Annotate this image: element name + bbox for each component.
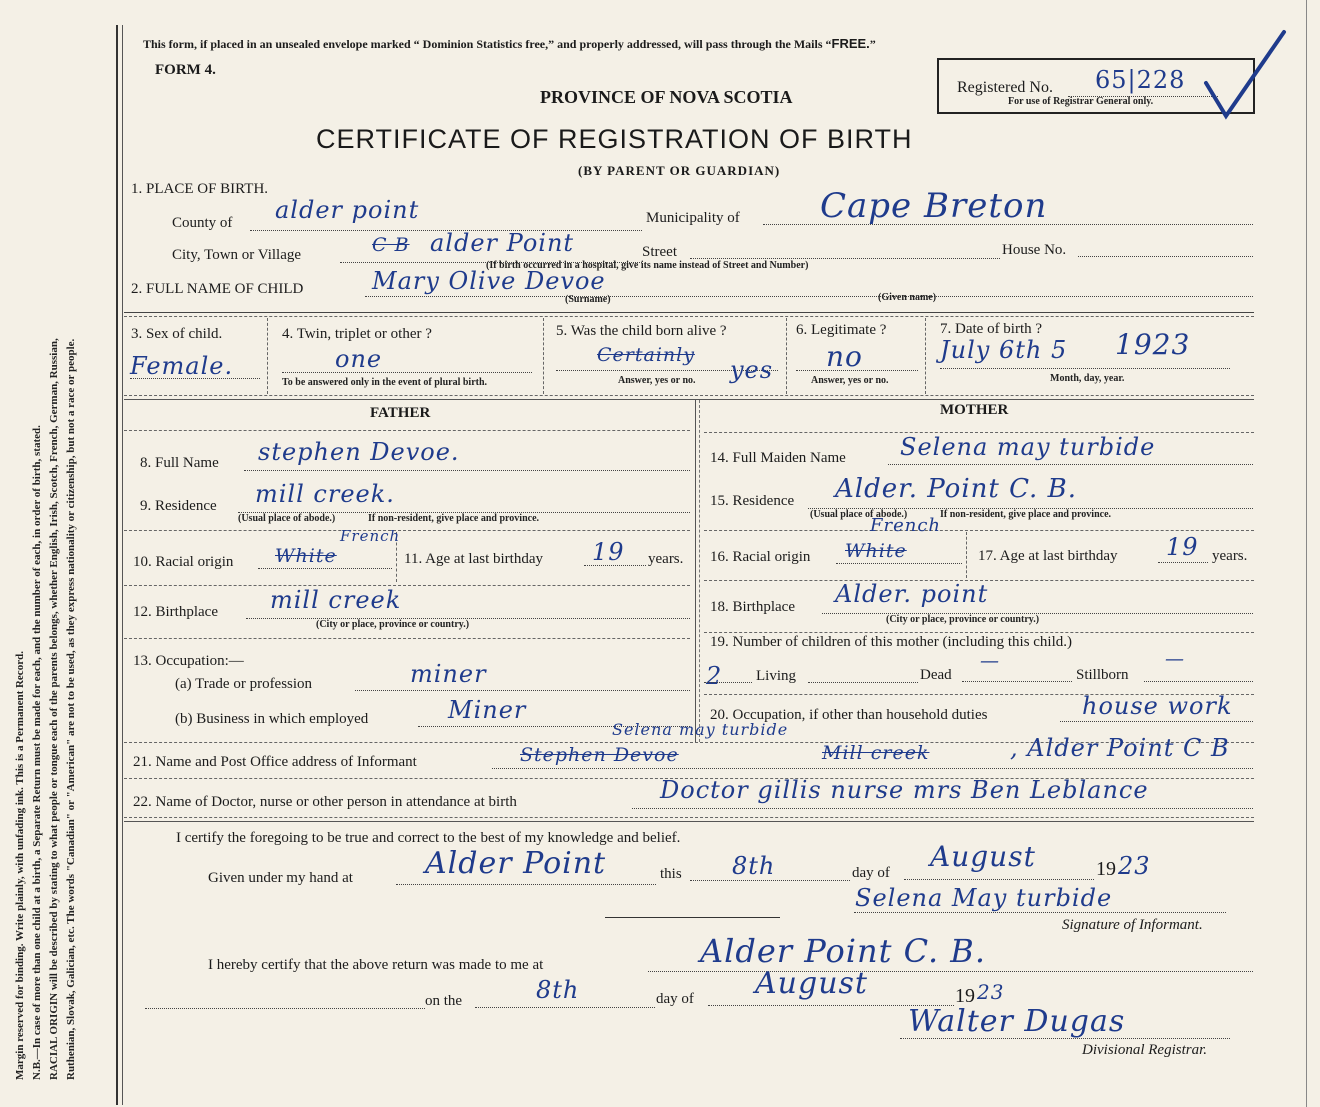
place-of-birth-heading: 1. PLACE OF BIRTH. (131, 181, 269, 197)
father-age-label: 11. Age at last birthday (404, 551, 543, 567)
municipality-label: Municipality of (646, 210, 740, 226)
mother-occupation-value: house work (1082, 692, 1233, 720)
city-value: alder Point (430, 229, 575, 257)
mother-occupation-label: 20. Occupation, if other than household duties (710, 707, 988, 723)
certificate-subtitle: (BY PARENT OR GUARDIAN) (578, 163, 781, 178)
father-race-struck: White (275, 545, 337, 567)
mother-children-label: 19. Number of children of this mother (including this child.) (710, 634, 1073, 650)
hospital-note: (If birth occurred in a hospital, give its name instead of Street and Number) (486, 260, 809, 271)
mother-residence-label: 15. Residence (710, 493, 795, 509)
sex-label: 3. Sex of child. (131, 326, 223, 342)
dob-label: 7. Date of birth ? (940, 321, 1043, 337)
alive-note: Answer, yes or no. (618, 375, 696, 386)
father-business-value: Miner (448, 696, 527, 724)
registered-note: For use of Registrar General only. (1008, 96, 1154, 107)
given-place: Alder Point (425, 846, 607, 881)
dob-year: 1923 (1115, 328, 1191, 361)
living-label: Living (756, 668, 796, 684)
father-birthplace-value: mill creek (270, 586, 402, 614)
mother-race-value: French (870, 515, 942, 536)
certificate-title: CERTIFICATE OF REGISTRATION OF BIRTH (316, 124, 913, 154)
form-number: FORM 4. (155, 62, 216, 78)
given-under-label: Given under my hand at (208, 870, 353, 886)
registrar-place: Alder Point C. B. (700, 932, 986, 970)
mother-children-value: 2 (706, 662, 723, 690)
margin-line-4: Ruthenian, Slovak, Galician, etc. The words "Canadian" or "American" are not to be used, as they express nationality or citizenship, but not a race or people. (65, 338, 77, 1080)
registrar-year: 23 (977, 980, 1005, 1004)
registrar-signature: Walter Dugas (908, 1004, 1126, 1039)
mother-birthplace-label: 18. Birthplace (710, 599, 795, 615)
margin-instructions (12, 30, 122, 1080)
given-name-note: (Given name) (878, 292, 937, 303)
father-birthplace-note: (City or place, province or country.) (316, 619, 470, 630)
rule-top-grid (124, 312, 1254, 313)
father-residence-note-a: (Usual place of abode.) (238, 513, 336, 524)
certify-month: August (930, 840, 1036, 873)
mother-age-label: 17. Age at last birthday (978, 548, 1118, 564)
father-residence-note-b: If non-resident, give place and province. (368, 513, 540, 524)
mother-age-unit: years. (1212, 548, 1248, 564)
legitimate-note: Answer, yes or no. (811, 375, 889, 386)
father-birthplace-label: 12. Birthplace (133, 604, 218, 620)
mother-residence-note-b: If non-resident, give place and province. (940, 509, 1112, 520)
alive-struck: Certainly (597, 344, 695, 366)
certify-day: 8th (732, 852, 776, 880)
father-race-label: 10. Racial origin (133, 554, 234, 570)
mother-race-label: 16. Racial origin (710, 549, 811, 565)
alive-label: 5. Was the child born alive ? (556, 323, 727, 339)
father-heading: FATHER (370, 405, 431, 421)
county-value: alder point (275, 196, 420, 224)
registrar-month: August (755, 966, 868, 1001)
mother-birthplace-value: Alder. point (835, 580, 989, 608)
father-residence-label: 9. Residence (140, 498, 217, 514)
twin-label: 4. Twin, triplet or other ? (282, 326, 432, 342)
father-business-label: (b) Business in which employed (175, 711, 369, 727)
father-name-value: stephen Devoe. (258, 438, 460, 466)
surname-note: (Surname) (565, 294, 611, 305)
city-label: City, Town or Village (172, 247, 302, 263)
father-occupation-label: 13. Occupation:— (133, 653, 244, 669)
father-age-unit: years. (648, 551, 684, 567)
certify-statement: I certify the foregoing to be true and correct to the best of my knowledge and belief. (176, 830, 681, 846)
city-struck: C B (372, 234, 410, 256)
mother-name-label: 14. Full Maiden Name (710, 450, 846, 466)
attendant-label: 22. Name of Doctor, nurse or other person in attendance at birth (133, 794, 517, 810)
registered-number: 65|228 (1095, 66, 1186, 94)
mother-residence-value: Alder. Point C. B. (835, 474, 1077, 504)
province-heading: PROVINCE OF NOVA SCOTIA (540, 87, 793, 107)
check-mark-icon (1200, 28, 1290, 123)
margin-rule-inner (122, 25, 123, 1105)
dead-label: Dead (920, 667, 952, 683)
dob-value: July 6th 5 (940, 336, 1068, 364)
registrar-on-label: on the (425, 993, 463, 1009)
mother-age-value: 19 (1166, 533, 1199, 561)
registrar-statement: I hereby certify that the above return was made to me at (208, 957, 544, 973)
margin-rule (116, 25, 118, 1105)
registered-label: Registered No. (957, 79, 1053, 96)
mail-note: This form, if placed in an unsealed envelope marked “ Dominion Statistics free,” and properly addressed, will pass through the Mails “FREE.” (143, 36, 876, 51)
father-race-value: French (340, 527, 401, 545)
registrar-year-prefix: 19 (955, 985, 975, 1007)
informant-address: , Alder Point C B (1010, 734, 1230, 762)
dead-value: — (980, 650, 1000, 672)
father-trade-value: miner (410, 660, 487, 688)
attendant-value: Doctor gillis nurse mrs Ben Leblance (660, 776, 1149, 804)
mother-name-value: Selena may turbide (900, 433, 1156, 461)
mother-heading: MOTHER (940, 402, 1009, 418)
street-label: Street (642, 244, 677, 260)
informant-signature: Selena May turbide (855, 884, 1113, 912)
child-name-value: Mary Olive Devoe (372, 267, 606, 295)
twin-value: one (335, 345, 383, 373)
signature-label: Signature of Informant. (1062, 917, 1203, 933)
certify-year: 23 (1118, 852, 1151, 880)
margin-line-3: RACIAL ORIGIN will be described by stating to what people or tongue each of the parents belongs, whether English, Irish, Scotch, French, German, Russian, (48, 338, 60, 1080)
column-divider (695, 400, 696, 742)
certify-year-prefix: 19 (1096, 858, 1116, 880)
child-name-label: 2. FULL NAME OF CHILD (131, 281, 304, 297)
right-edge-rule (1306, 0, 1307, 1107)
certify-dayof-label: day of (852, 865, 890, 881)
father-age-value: 19 (592, 538, 625, 566)
municipality-value: Cape Breton (820, 186, 1048, 226)
registrar-day: 8th (536, 976, 580, 1004)
informant-name-above: Selena may turbide (612, 720, 789, 739)
registrar-dayof-label: day of (656, 991, 694, 1007)
stillborn-value: — (1165, 648, 1185, 670)
mother-birthplace-note: (City or place, province or country.) (886, 614, 1040, 625)
alive-value: yes (730, 356, 774, 384)
father-trade-label: (a) Trade or profession (175, 676, 313, 692)
county-label: County of (172, 215, 233, 231)
father-name-label: 8. Full Name (140, 455, 219, 471)
dob-note: Month, day, year. (1050, 373, 1125, 384)
informant-struck-name: Stephen Devoe (520, 744, 679, 766)
father-residence-value: mill creek. (255, 480, 395, 508)
this-label: this (660, 866, 682, 882)
legitimate-value: no (826, 340, 863, 373)
margin-line-2: N.B.—In case of more than one child at a birth, a Separate Return must be made for each, and the number of each, in order of birth, stated. (31, 425, 43, 1080)
legitimate-label: 6. Legitimate ? (796, 322, 887, 338)
house-label: House No. (1002, 242, 1067, 258)
sex-value: Female. (130, 352, 234, 380)
margin-line-1: Margin reserved for binding. Write plainly, with unfading ink. This is a Permanent Record. (14, 651, 26, 1080)
mother-race-struck: White (845, 540, 907, 562)
informant-label: 21. Name and Post Office address of Informant (133, 754, 417, 770)
informant-struck-address: Mill creek (822, 742, 930, 764)
mother-residence-note-a: (Usual place of abode.) (810, 509, 908, 520)
twin-note: To be answered only in the event of plural birth. (282, 377, 488, 388)
stillborn-label: Stillborn (1076, 667, 1129, 683)
registrar-title: Divisional Registrar. (1082, 1042, 1208, 1058)
